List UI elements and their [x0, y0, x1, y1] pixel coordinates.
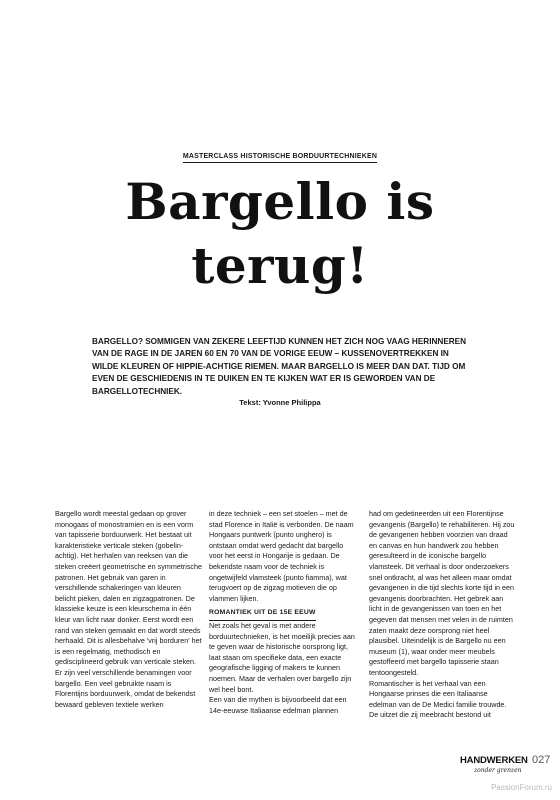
body-paragraph: Net zoals het geval is met andere borduurtechnieken, is het moeilijk precies aan te geven waar de historische oorsprong ligt, laat staan om specifieke data, een exacte geografische ligging of makers te kunnen noemen. Maar de verhalen over bargello zijn wel heel bont.	[209, 620, 355, 694]
body-paragraph: in deze techniek – een set stoelen – met de stad Florence in Italië is verbonden. De naam Hongaars puntwerk (punto unghero) is ontstaan omdat werd gedacht dat bargello voor het eerst in Hongarije is gedaan. De bekendste naam voor de techniek is ongetwijfeld vlamsteek (punto fiamma), wat terugvoert op de zigzag motieven die op vlammen lijken.	[209, 509, 354, 603]
title-line-2: terug!	[191, 236, 369, 295]
magazine-logo: HANDWERKEN	[460, 755, 528, 766]
kicker-text: MASTERCLASS HISTORISCHE BORDUURTECHNIEKEN	[183, 153, 377, 163]
byline: Tekst: Yvonne Philippa	[239, 398, 321, 407]
magazine-tagline: zonder grenzen	[474, 767, 522, 774]
page-number: 027	[532, 754, 551, 766]
body-column-2	[209, 509, 357, 716]
title-line-1: Bargello is	[125, 172, 435, 231]
body-paragraph: Er zijn veel verschillende benamingen voor bargello. Een veel gebruikte naam is Florentijns borduurwerk, omdat de bekendst bewaard gebleven textiele werken	[55, 667, 196, 709]
body-paragraph: Romantischer is het verhaal van een Hongaarse prinses die een Italiaanse edelman van de De Medici familie trouwde. De uitzet die zij meebracht bestond uit	[369, 678, 507, 720]
section-subheading: ROMANTIEK UIT DE 15E EEUW	[209, 608, 316, 621]
intro-paragraph: BARGELLO? SOMMIGEN VAN ZEKERE LEEFTIJD KUNNEN HET ZICH NOG VAAG HERINNEREN VAN DE RAGE IN DE JAREN 60 EN 70 VAN DE VORIGE EEUW – KUSSENOVERTREKKEN IN WILDE KLEUREN OF HIPPIE-ACHTIGE RIEMEN. MAAR BARGELLO IS MEER DAN DAT. TIJD OM EVEN DE GESCHIEDENIS IN TE DUIKEN EN TE KIJKEN WAT ER IS GEWORDEN VAN DE BARGELLOTECHNIEK.	[92, 337, 467, 396]
body-column-3	[369, 509, 517, 721]
body-column-1	[55, 509, 203, 710]
body-paragraph: Bargello wordt meestal gedaan op grover monogaas of monostramien en is een vorm van tapisserie borduurwerk. Het bestaat uit karakteristieke verticale steken (gobelin-achtig). Het herhalen van reeksen van die steken creëert geometrische en symmetrische patronen. Het gebruik van garen in verschillende schakeringen van kleuren belicht pieken, dalen en zigzagpatronen. De klassieke keuze is een kleurschema in één kleur van licht naar donker. Eerst wordt een rand van steken gemaakt en dat wordt steeds herhaald. Dit is allesbehalve 'vrij borduren' het is een regelmatig, methodisch en gedisciplineerd gebruik van verticale steken.	[55, 509, 203, 667]
body-paragraph: Een van die mythen is bijvoorbeeld dat een 14e-eeuwse Italiaanse edelman plannen	[209, 695, 347, 715]
body-paragraph: had om gedetineerden uit een Florentijnse gevangenis (Bargello) te rehabiliteren. Hij zou de gevangenen hebben voorzien van draad en canvas en hun handwerk zou hebben geresulteerd in de iconische bargello vlamsteek. Dit verhaal is door onderzoekers snel ontkracht, al was het alleen maar omdat gevangenen in die tijd slechts korte tijd in een gevangenis doorbrachten. Het gebrek aan licht in de gevangenissen van toen en het gegeven dat mensen met velen in de ruimten zaten maakt deze oorsprong niet heel plausibel. Uiteindelijk is de Bargello nu een museum (1), waar onder meer meubels gestoffeerd met bargello tapisserie staan tentoongesteld.	[369, 509, 515, 677]
watermark: PassionForum.ru	[491, 783, 552, 792]
section-kicker	[0, 145, 560, 163]
page-title	[0, 170, 560, 298]
page-footer	[460, 755, 560, 785]
